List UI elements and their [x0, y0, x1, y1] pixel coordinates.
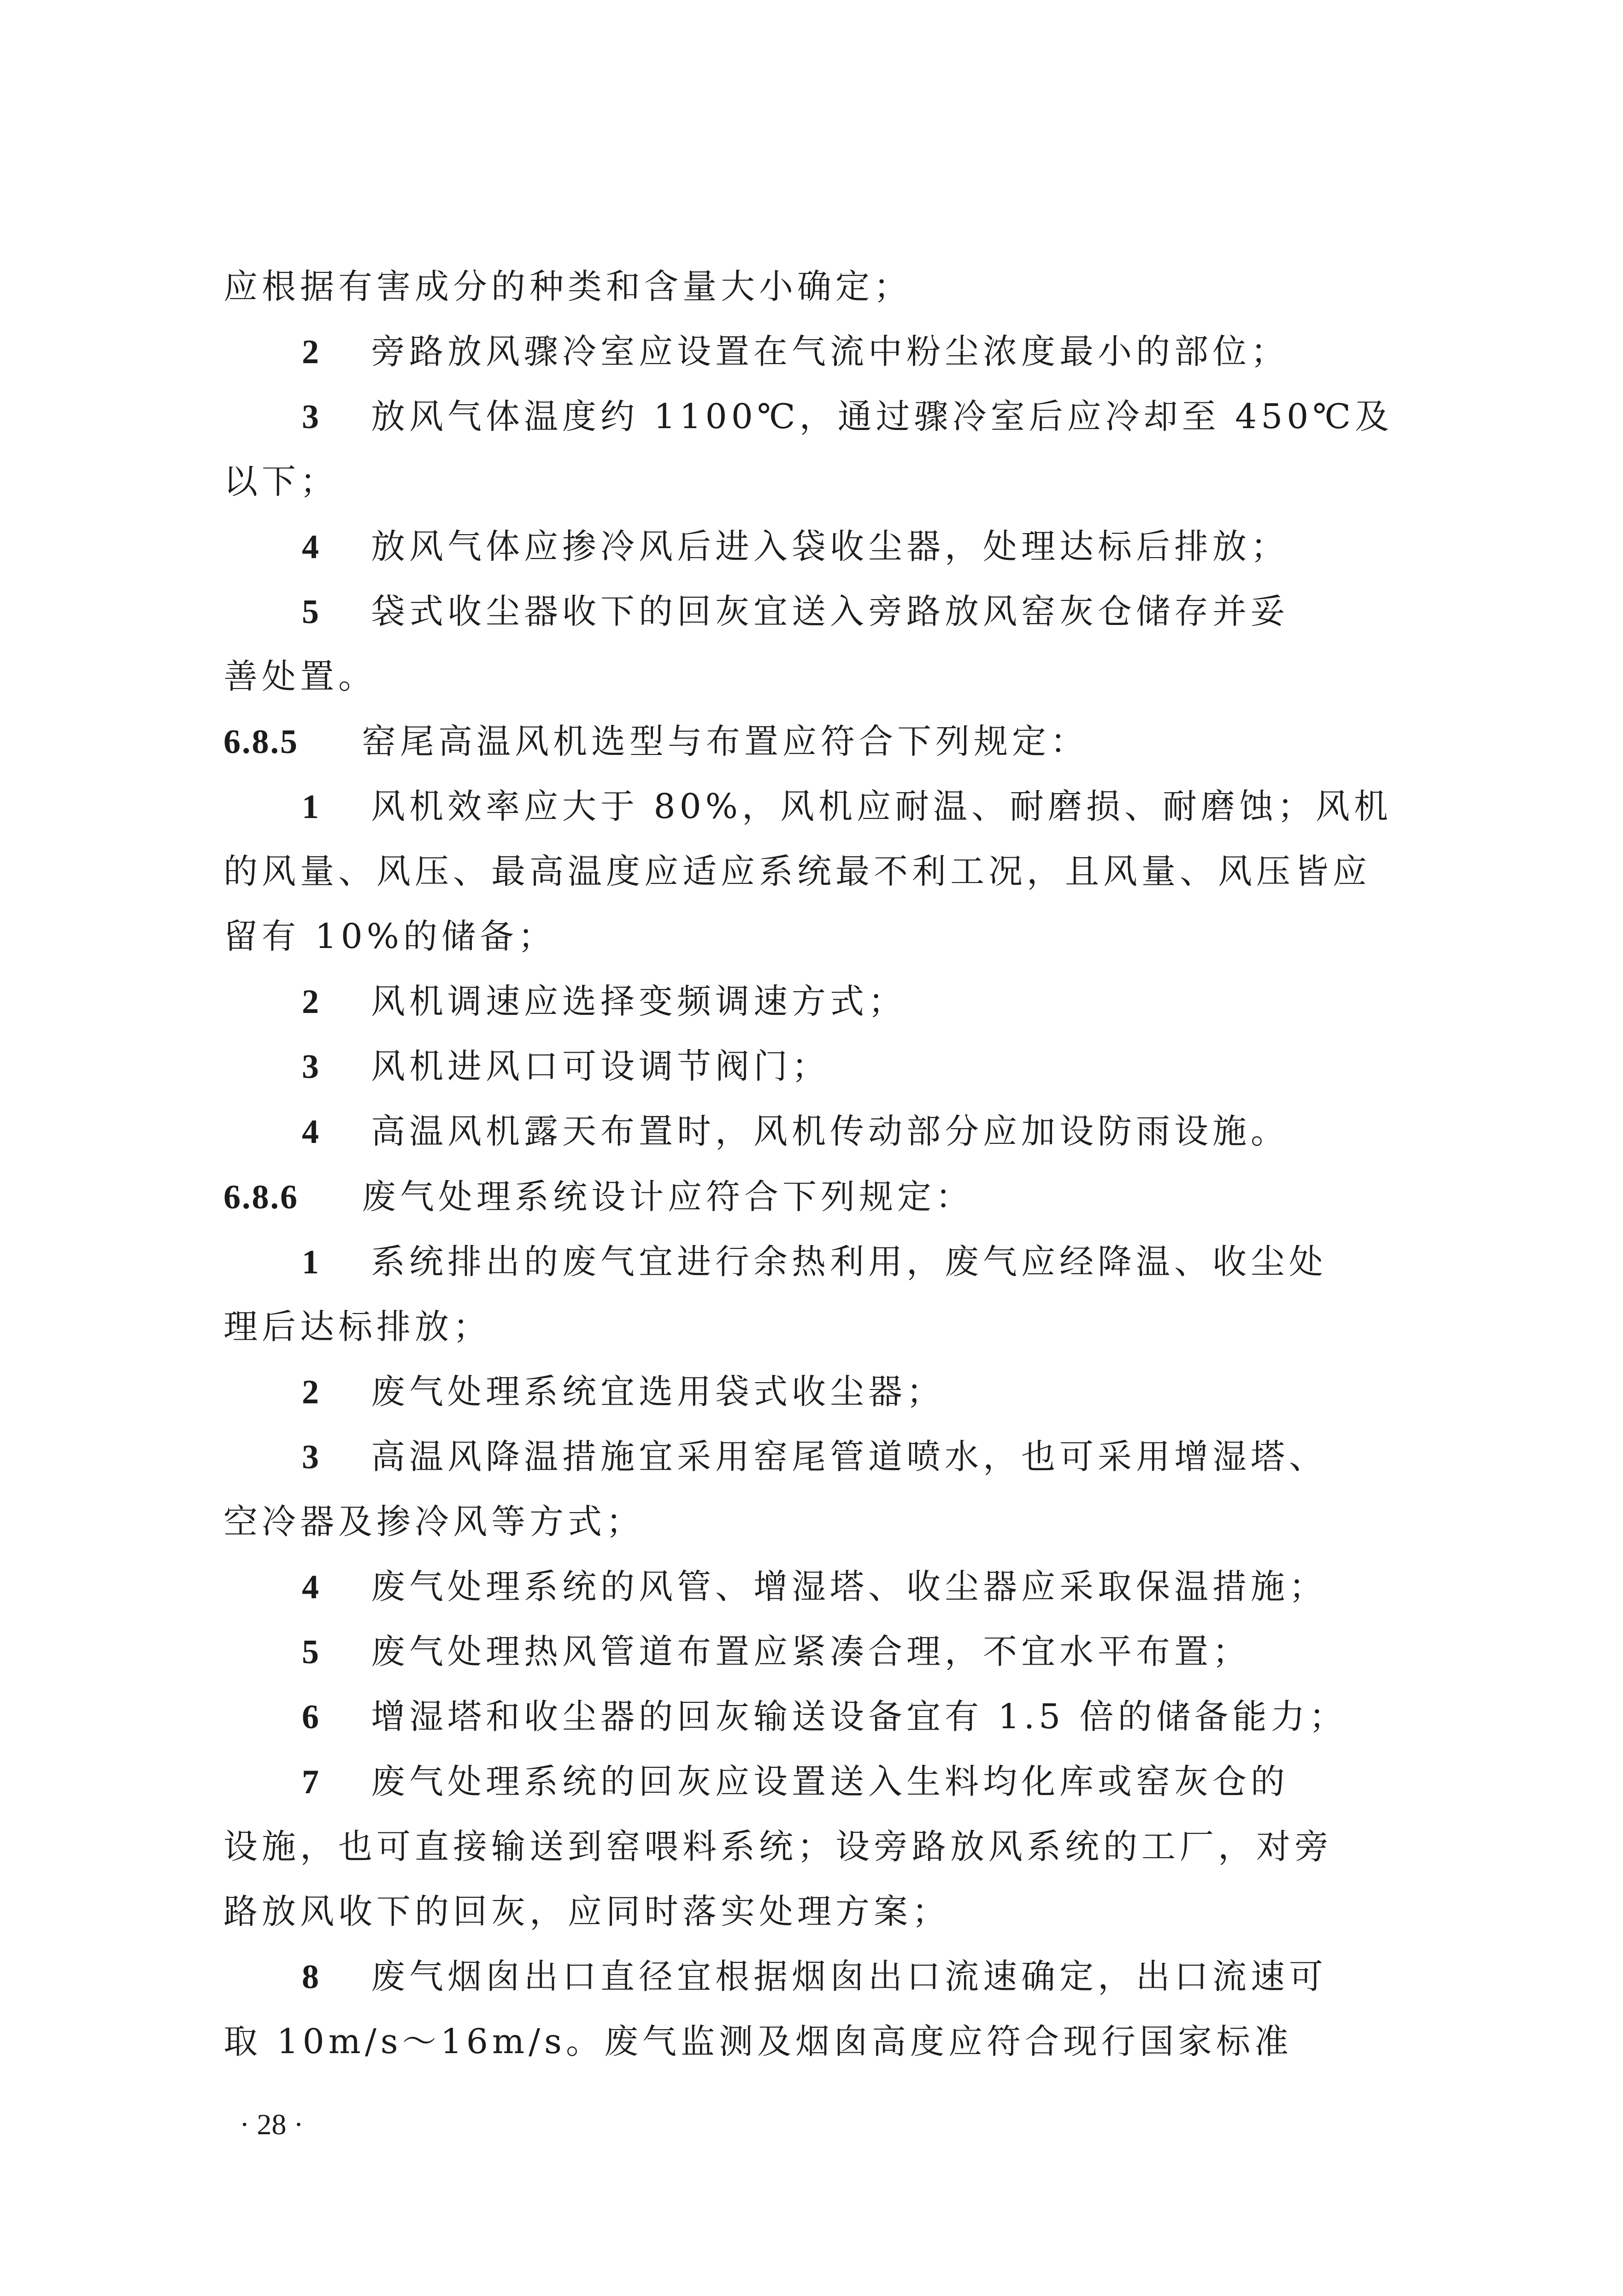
item-text: 废气烟囱出口直径宜根据烟囱出口流速确定，出口流速可: [371, 1957, 1327, 1996]
line-text: 善处置。: [223, 657, 376, 696]
item-text: 废气处理热风管道布置应紧凑合理，不宜水平布置；: [371, 1632, 1251, 1672]
list-item: [0, 1759, 1623, 1805]
item-text: 风机调速应选择变频调速方式；: [371, 982, 906, 1021]
text-line: [0, 1824, 1623, 1870]
section-heading: [0, 1174, 1623, 1220]
item-text: 废气处理系统宜选用袋式收尘器；: [371, 1372, 945, 1412]
list-item: [0, 329, 1623, 375]
line-text: 空冷器及掺冷风等方式；: [223, 1502, 644, 1542]
item-text: 高温风机露天布置时，风机传动部分应加设防雨设施。: [371, 1112, 1289, 1151]
item-text: 高温风降温措施宜采用窑尾管道喷水，也可采用增湿塔、: [371, 1437, 1327, 1477]
line-text: 路放风收下的回灰，应同时落实处理方案；: [223, 1892, 950, 1931]
item-number: 4: [302, 528, 319, 566]
text-line: [0, 1304, 1623, 1350]
text-line: [0, 848, 1623, 895]
list-item: [0, 589, 1623, 635]
item-text: 风机进风口可设调节阀门；: [371, 1047, 830, 1086]
text-line: [0, 913, 1623, 960]
list-item: [0, 524, 1623, 570]
item-text: 增湿塔和收尘器的回灰输送设备宜有 1.5 倍的储备能力；: [371, 1697, 1347, 1737]
page-number: · 28 ·: [240, 2108, 304, 2141]
line-text: 设施，也可直接输送到窑喂料系统；设旁路放风系统的工厂，对旁: [223, 1827, 1333, 1866]
item-number: 1: [302, 788, 319, 826]
list-item: [0, 1043, 1623, 1089]
list-item: [0, 783, 1623, 830]
line-text: 的风量、风压、最高温度应适应系统最不利工况，且风量、风压皆应: [223, 852, 1371, 891]
item-number: 4: [302, 1568, 319, 1606]
item-number: 8: [302, 1958, 319, 1996]
line-text: 应根据有害成分的种类和含量大小确定；: [223, 267, 912, 306]
item-number: 2: [302, 333, 319, 371]
list-item: [0, 1564, 1623, 1610]
item-text: 袋式收尘器收下的回灰宜送入旁路放风窑灰仓储存并妥: [371, 592, 1289, 631]
list-item: [0, 1629, 1623, 1675]
item-text: 废气处理系统的风管、增湿塔、收尘器应采取保温措施；: [371, 1567, 1327, 1607]
item-text: 放风气体应掺冷风后进入袋收尘器，处理达标后排放；: [371, 527, 1289, 566]
text-line: [0, 653, 1623, 700]
list-item: [0, 394, 1623, 440]
line-text: 理后达标排放；: [223, 1307, 491, 1347]
line-text: 取 10m/s～16m/s。废气监测及烟囱高度应符合现行国家标准: [223, 2022, 1293, 2061]
item-text: 废气处理系统的回灰应设置送入生料均化库或窑灰仓的: [371, 1762, 1289, 1801]
item-number: 6: [302, 1698, 319, 1736]
item-number: 3: [302, 1048, 319, 1086]
list-item: [0, 1954, 1623, 2000]
text-line: [0, 1889, 1623, 1935]
item-number: 3: [302, 398, 319, 436]
item-number: 5: [302, 593, 319, 631]
text-line: [0, 1499, 1623, 1545]
item-text: 风机效率应大于 80%，风机应耐温、耐磨损、耐磨蚀；风机: [371, 787, 1392, 826]
list-item: [0, 1239, 1623, 1285]
list-item: [0, 1694, 1623, 1740]
section-number: 6.8.5: [223, 723, 299, 761]
section-text: 废气处理系统设计应符合下列规定：: [362, 1177, 974, 1217]
item-number: 7: [302, 1763, 319, 1801]
item-text: 放风气体温度约 1100℃，通过骤冷室后应冷却至 450℃及: [371, 397, 1394, 436]
list-item: [0, 1369, 1623, 1415]
item-number: 2: [302, 1373, 319, 1411]
text-line: [0, 264, 1623, 310]
list-item: [0, 1434, 1623, 1480]
item-number: 3: [302, 1438, 319, 1476]
text-line: [0, 459, 1623, 505]
section-heading: [0, 718, 1623, 765]
section-number: 6.8.6: [223, 1178, 299, 1216]
item-number: 4: [302, 1113, 319, 1151]
item-text: 系统排出的废气宜进行余热利用，废气应经降温、收尘处: [371, 1242, 1327, 1282]
section-text: 窑尾高温风机选型与布置应符合下列规定：: [362, 722, 1088, 761]
list-item: [0, 1108, 1623, 1154]
item-number: 5: [302, 1633, 319, 1671]
item-number: 2: [302, 983, 319, 1021]
list-item: [0, 978, 1623, 1024]
item-number: 1: [302, 1243, 319, 1281]
item-text: 旁路放风骤冷室应设置在气流中粉尘浓度最小的部位；: [371, 332, 1289, 371]
line-text: 以下；: [223, 462, 338, 501]
text-line: [0, 2019, 1623, 2065]
line-text: 留有 10%的储备；: [223, 917, 556, 956]
